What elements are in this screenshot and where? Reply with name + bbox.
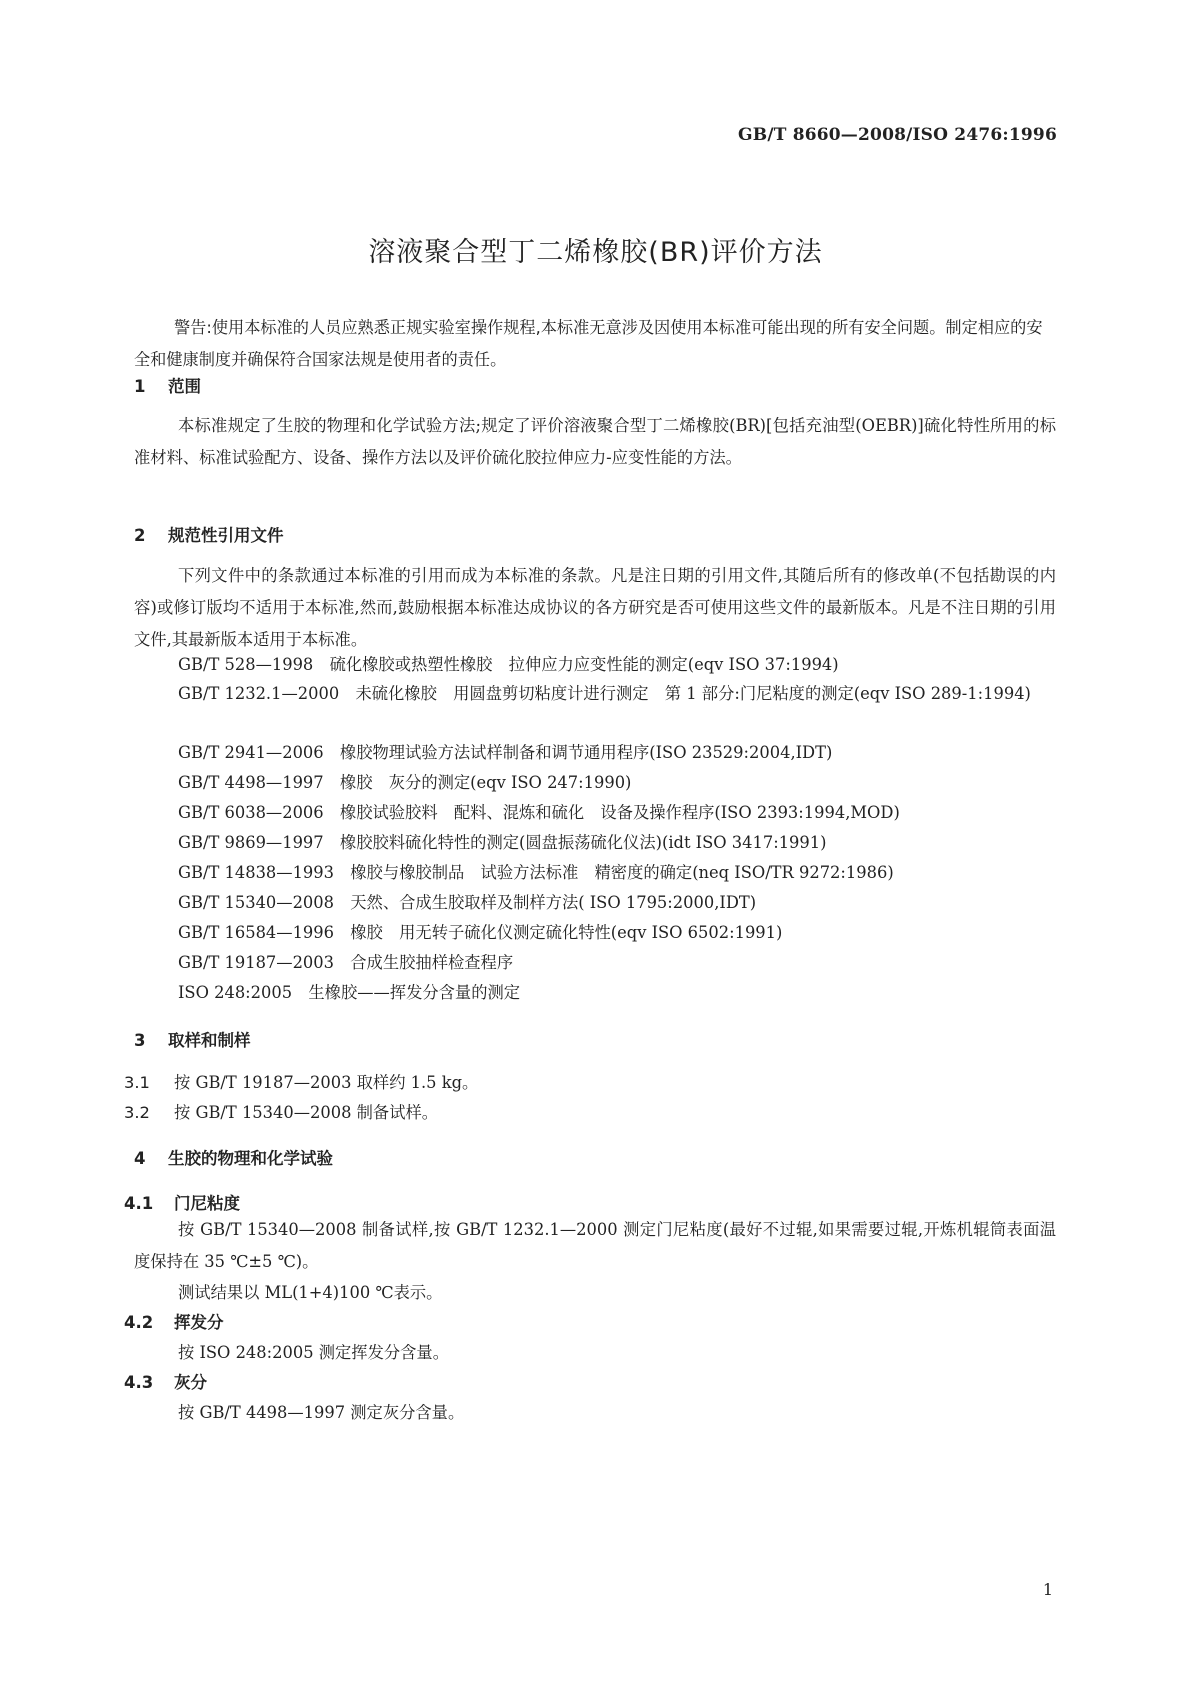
reference-item: GB/T 14838—1993 橡胶与橡胶制品 试验方法标准 精密度的确定(neq ISO/TR 9272:1986) — [178, 863, 894, 882]
clause-title: 门尼粘度 — [174, 1194, 240, 1213]
reference-item: GB/T 15340—2008 天然、合成生胶取样及制样方法( ISO 1795:2000,IDT) — [178, 893, 757, 912]
document-title: 溶液聚合型丁二烯橡胶(BR)评价方法 — [368, 237, 823, 268]
section-title: 生胶的物理和化学试验 — [168, 1149, 333, 1168]
reference-item: GB/T 2941—2006 橡胶物理试验方法试样制备和调节通用程序(ISO 23529:2004,IDT) — [178, 743, 833, 762]
ash-line: 按 GB/T 4498—1997 测定灰分含量。 — [178, 1403, 465, 1422]
clause-number: 3.2 — [124, 1103, 150, 1122]
clause-number: 4.3 — [124, 1373, 154, 1392]
clause-number: 3.1 — [124, 1073, 150, 1092]
normative-references-paragraph: 下列文件中的条款通过本标准的引用而成为本标准的条款。凡是注日期的引用文件,其随后所有的修改单(不包括勘误的内容)或修订版均不适用于本标准,然而,鼓励根据本标准达成协议的各方研究是否可使用这些文件的最新版本。凡是不注日期的引用文件,其最新版本适用于本标准。 — [134, 566, 1056, 649]
page-number: 1 — [1042, 1580, 1053, 1599]
section-title: 范围 — [168, 377, 201, 396]
section-4-1-heading — [124, 1190, 240, 1214]
standard-code: GB/T 8660—2008/ISO 2476:1996 — [738, 125, 1057, 145]
clause-number: 4.1 — [124, 1194, 154, 1213]
clause-text: 按 GB/T 19187—2003 取样约 1.5 kg。 — [174, 1073, 479, 1092]
section-number: 3 — [134, 1031, 146, 1050]
clause-3-1 — [124, 1069, 478, 1093]
reference-item: GB/T 528—1998 硫化橡胶或热塑性橡胶 拉伸应力应变性能的测定(eqv ISO 37:1994) — [178, 655, 839, 674]
clause-number: 4.2 — [124, 1313, 154, 1332]
section-4-3-heading — [124, 1369, 207, 1393]
scope-paragraph: 本标准规定了生胶的物理和化学试验方法;规定了评价溶液聚合型丁二烯橡胶(BR)[包括充油型(OEBR)]硫化特性所用的标准材料、标准试验配方、设备、操作方法以及评价硫化胶拉伸应力-应变性能的方法。 — [134, 416, 1056, 467]
section-title: 取样和制样 — [168, 1031, 251, 1050]
section-number: 2 — [134, 526, 146, 545]
reference-item: GB/T 19187—2003 合成生胶抽样检查程序 — [178, 953, 514, 972]
section-number: 1 — [134, 377, 146, 396]
clause-title: 灰分 — [174, 1373, 207, 1392]
section-2-heading — [134, 522, 284, 546]
clause-title: 挥发分 — [174, 1313, 224, 1332]
section-3-heading — [134, 1027, 251, 1051]
reference-item: GB/T 9869—1997 橡胶胶料硫化特性的测定(圆盘振荡硫化仪法)(idt ISO 3417:1991) — [178, 833, 827, 852]
section-4-2-heading — [124, 1309, 224, 1333]
section-number: 4 — [134, 1149, 146, 1168]
reference-item: ISO 248:2005 生橡胶——挥发分含量的测定 — [178, 983, 521, 1002]
reference-item: GB/T 4498—1997 橡胶 灰分的测定(eqv ISO 247:1990) — [178, 773, 632, 792]
section-4-heading — [134, 1145, 333, 1169]
mooney-result-line: 测试结果以 ML(1+4)100 ℃表示。 — [178, 1283, 443, 1302]
clause-3-2 — [124, 1099, 438, 1123]
reference-item: GB/T 6038—2006 橡胶试验胶料 配料、混炼和硫化 设备及操作程序(ISO 2393:1994,MOD) — [178, 803, 900, 822]
section-1-heading — [134, 373, 201, 397]
section-title: 规范性引用文件 — [168, 526, 284, 545]
warning-paragraph: 警告:使用本标准的人员应熟悉正规实验室操作规程,本标准无意涉及因使用本标准可能出现的所有安全问题。制定相应的安全和健康制度并确保符合国家法规是使用者的责任。 — [134, 318, 1043, 369]
reference-item: GB/T 1232.1—2000 未硫化橡胶 用圆盘剪切粘度计进行测定 第 1 部分:门尼粘度的测定(eqv ISO 289-1:1994) — [178, 684, 1031, 703]
volatile-matter-line: 按 ISO 248:2005 测定挥发分含量。 — [178, 1343, 449, 1362]
mooney-viscosity-paragraph: 按 GB/T 15340—2008 制备试样,按 GB/T 1232.1—2000 测定门尼粘度(最好不过辊,如果需要过辊,开炼机辊筒表面温度保持在 35 ℃±5 ℃)。 — [134, 1220, 1056, 1271]
clause-text: 按 GB/T 15340—2008 制备试样。 — [174, 1103, 439, 1122]
reference-item: GB/T 16584—1996 橡胶 用无转子硫化仪测定硫化特性(eqv ISO 6502:1991) — [178, 923, 783, 942]
